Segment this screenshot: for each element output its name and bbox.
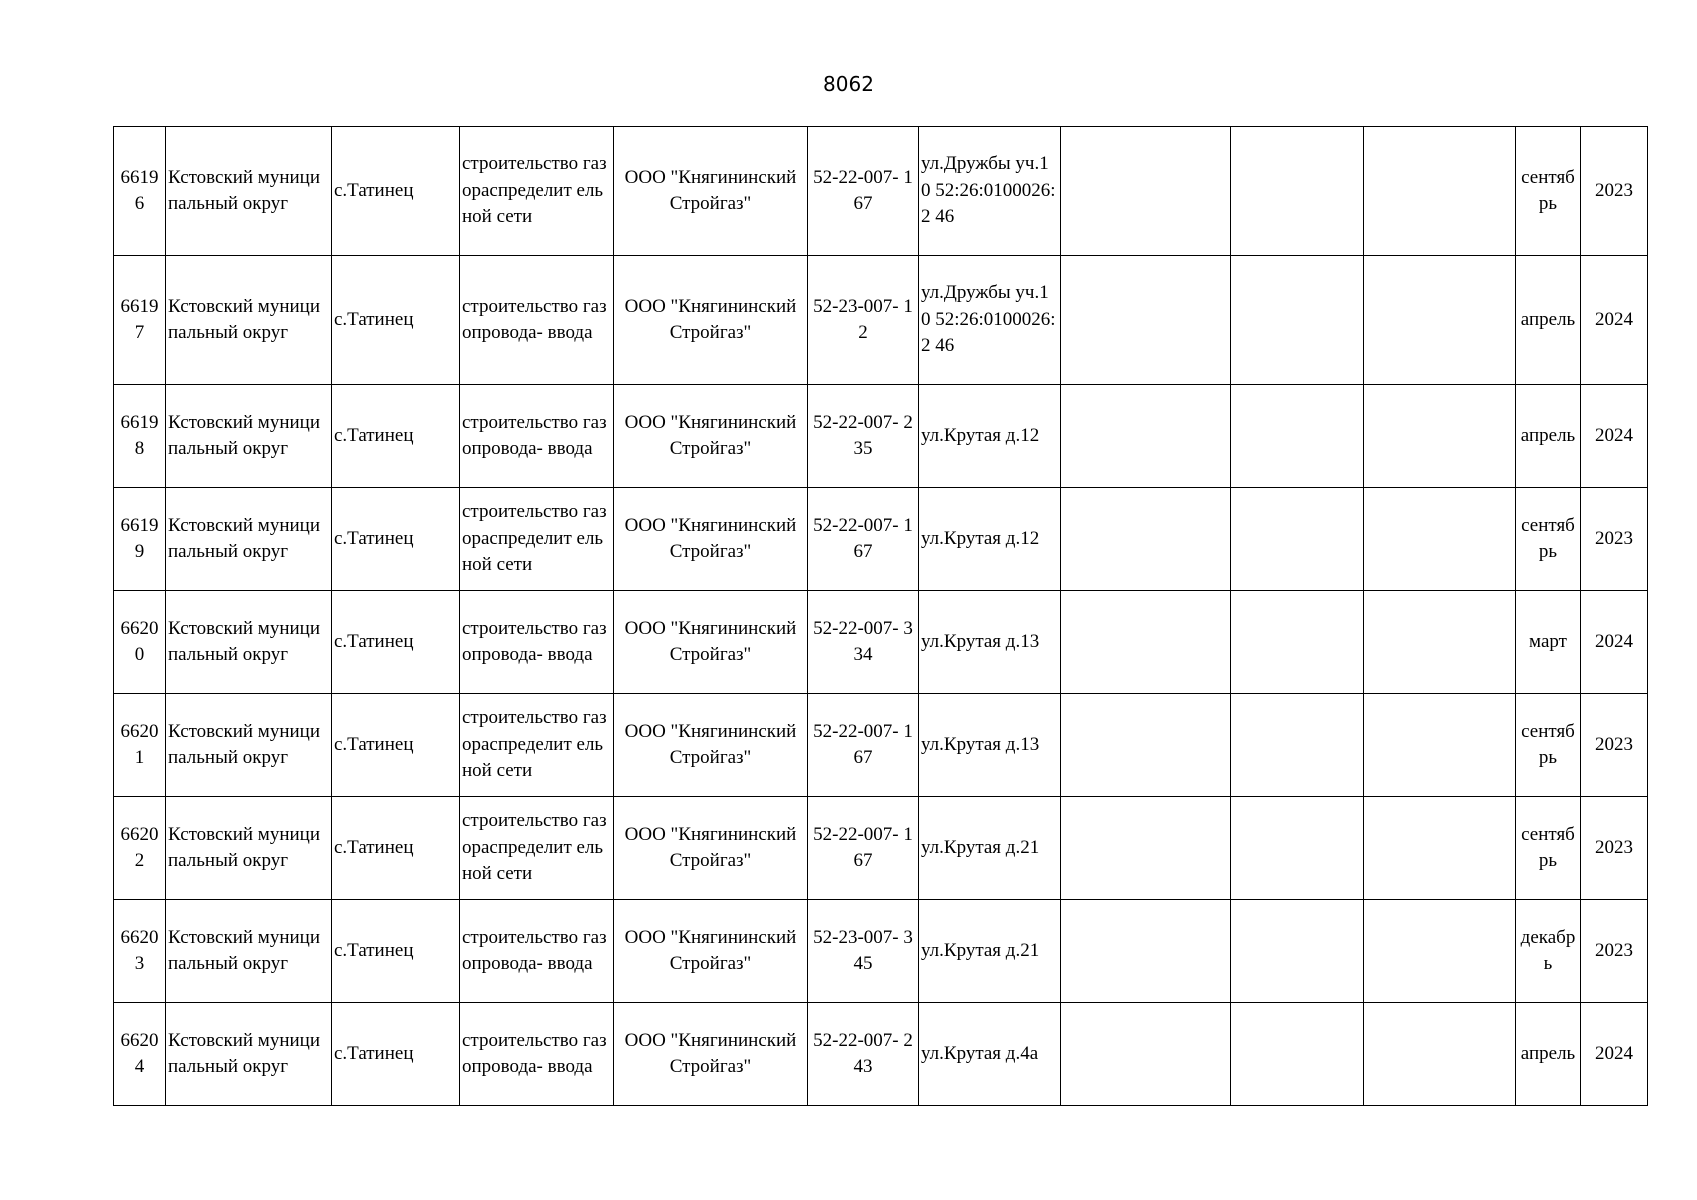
work-type-cell: строительство газопровода- ввода — [460, 591, 614, 694]
table-row — [114, 694, 1648, 797]
row-number-cell: 6619 6 — [114, 127, 166, 256]
row-number-cell: 6620 0 — [114, 591, 166, 694]
empty-cell — [1231, 591, 1364, 694]
month-cell: апрель — [1516, 256, 1581, 385]
row-number-cell: 6619 8 — [114, 385, 166, 488]
project-code-cell: 52-22-007- 167 — [808, 488, 919, 591]
work-type-cell: строительство газораспределит ельной сети — [460, 127, 614, 256]
organization-cell: ООО "Княгининский Стройгаз" — [614, 1003, 808, 1106]
district-cell: Кстовский муниципальный округ — [166, 900, 332, 1003]
empty-cell — [1061, 900, 1231, 1003]
registry-table — [113, 126, 1648, 1106]
project-code-cell: 52-22-007- 167 — [808, 127, 919, 256]
project-code-cell: 52-22-007- 243 — [808, 1003, 919, 1106]
empty-cell — [1061, 694, 1231, 797]
empty-cell — [1231, 900, 1364, 1003]
organization-cell: ООО "Княгининский Стройгаз" — [614, 591, 808, 694]
locality-cell: с.Татинец — [332, 385, 460, 488]
work-type-cell: строительство газораспределит ельной сети — [460, 694, 614, 797]
year-cell: 2024 — [1581, 591, 1648, 694]
locality-cell: с.Татинец — [332, 591, 460, 694]
empty-cell — [1364, 256, 1516, 385]
address-cell: ул.Крутая д.21 — [919, 900, 1061, 1003]
empty-cell — [1364, 1003, 1516, 1106]
work-type-cell: строительство газораспределит ельной сети — [460, 488, 614, 591]
district-cell: Кстовский муниципальный округ — [166, 1003, 332, 1106]
empty-cell — [1231, 256, 1364, 385]
organization-cell: ООО "Княгининский Стройгаз" — [614, 797, 808, 900]
locality-cell: с.Татинец — [332, 797, 460, 900]
table-row — [114, 900, 1648, 1003]
work-type-cell: строительство газопровода- ввода — [460, 1003, 614, 1106]
address-cell: ул.Дружбы уч.10 52:26:0100026:2 46 — [919, 127, 1061, 256]
locality-cell: с.Татинец — [332, 900, 460, 1003]
work-type-cell: строительство газопровода- ввода — [460, 256, 614, 385]
table-row — [114, 127, 1648, 256]
empty-cell — [1231, 797, 1364, 900]
empty-cell — [1061, 488, 1231, 591]
locality-cell: с.Татинец — [332, 1003, 460, 1106]
table-row — [114, 797, 1648, 900]
year-cell: 2023 — [1581, 694, 1648, 797]
table-row — [114, 488, 1648, 591]
empty-cell — [1231, 488, 1364, 591]
year-cell: 2023 — [1581, 797, 1648, 900]
empty-cell — [1061, 256, 1231, 385]
month-cell: апрель — [1516, 1003, 1581, 1106]
empty-cell — [1364, 900, 1516, 1003]
row-number-cell: 6620 3 — [114, 900, 166, 1003]
district-cell: Кстовский муниципальный округ — [166, 797, 332, 900]
district-cell: Кстовский муниципальный округ — [166, 694, 332, 797]
row-number-cell: 6619 7 — [114, 256, 166, 385]
empty-cell — [1231, 385, 1364, 488]
month-cell: сентяб рь — [1516, 127, 1581, 256]
project-code-cell: 52-23-007- 345 — [808, 900, 919, 1003]
locality-cell: с.Татинец — [332, 127, 460, 256]
address-cell: ул.Дружбы уч.10 52:26:0100026:2 46 — [919, 256, 1061, 385]
year-cell: 2023 — [1581, 900, 1648, 1003]
project-code-cell: 52-22-007- 235 — [808, 385, 919, 488]
row-number-cell: 6620 4 — [114, 1003, 166, 1106]
work-type-cell: строительство газораспределит ельной сети — [460, 797, 614, 900]
year-cell: 2023 — [1581, 488, 1648, 591]
month-cell: сентяб рь — [1516, 488, 1581, 591]
year-cell: 2024 — [1581, 385, 1648, 488]
empty-cell — [1061, 385, 1231, 488]
row-number-cell: 6619 9 — [114, 488, 166, 591]
district-cell: Кстовский муниципальный округ — [166, 127, 332, 256]
organization-cell: ООО "Княгининский Стройгаз" — [614, 900, 808, 1003]
project-code-cell: 52-22-007- 167 — [808, 797, 919, 900]
locality-cell: с.Татинец — [332, 256, 460, 385]
table-row — [114, 256, 1648, 385]
table-row — [114, 385, 1648, 488]
organization-cell: ООО "Княгининский Стройгаз" — [614, 256, 808, 385]
address-cell: ул.Крутая д.12 — [919, 488, 1061, 591]
year-cell: 2024 — [1581, 256, 1648, 385]
work-type-cell: строительство газопровода- ввода — [460, 385, 614, 488]
month-cell: март — [1516, 591, 1581, 694]
empty-cell — [1061, 127, 1231, 256]
address-cell: ул.Крутая д.13 — [919, 591, 1061, 694]
district-cell: Кстовский муниципальный округ — [166, 385, 332, 488]
empty-cell — [1364, 694, 1516, 797]
row-number-cell: 6620 1 — [114, 694, 166, 797]
table-row — [114, 591, 1648, 694]
organization-cell: ООО "Княгининский Стройгаз" — [614, 488, 808, 591]
empty-cell — [1364, 797, 1516, 900]
month-cell: декабр ь — [1516, 900, 1581, 1003]
empty-cell — [1061, 591, 1231, 694]
organization-cell: ООО "Княгининский Стройгаз" — [614, 694, 808, 797]
project-code-cell: 52-22-007- 334 — [808, 591, 919, 694]
row-number-cell: 6620 2 — [114, 797, 166, 900]
page-number: 8062 — [823, 72, 874, 96]
district-cell: Кстовский муниципальный округ — [166, 488, 332, 591]
organization-cell: ООО "Княгининский Стройгаз" — [614, 127, 808, 256]
empty-cell — [1364, 488, 1516, 591]
project-code-cell: 52-23-007- 12 — [808, 256, 919, 385]
district-cell: Кстовский муниципальный округ — [166, 256, 332, 385]
empty-cell — [1364, 127, 1516, 256]
empty-cell — [1231, 1003, 1364, 1106]
address-cell: ул.Крутая д.12 — [919, 385, 1061, 488]
year-cell: 2024 — [1581, 1003, 1648, 1106]
month-cell: апрель — [1516, 385, 1581, 488]
month-cell: сентяб рь — [1516, 694, 1581, 797]
work-type-cell: строительство газопровода- ввода — [460, 900, 614, 1003]
district-cell: Кстовский муниципальный округ — [166, 591, 332, 694]
empty-cell — [1364, 591, 1516, 694]
empty-cell — [1061, 1003, 1231, 1106]
address-cell: ул.Крутая д.13 — [919, 694, 1061, 797]
month-cell: сентяб рь — [1516, 797, 1581, 900]
empty-cell — [1231, 127, 1364, 256]
organization-cell: ООО "Княгининский Стройгаз" — [614, 385, 808, 488]
project-code-cell: 52-22-007- 167 — [808, 694, 919, 797]
year-cell: 2023 — [1581, 127, 1648, 256]
address-cell: ул.Крутая д.4а — [919, 1003, 1061, 1106]
empty-cell — [1364, 385, 1516, 488]
table-row — [114, 1003, 1648, 1106]
locality-cell: с.Татинец — [332, 694, 460, 797]
empty-cell — [1061, 797, 1231, 900]
empty-cell — [1231, 694, 1364, 797]
locality-cell: с.Татинец — [332, 488, 460, 591]
address-cell: ул.Крутая д.21 — [919, 797, 1061, 900]
